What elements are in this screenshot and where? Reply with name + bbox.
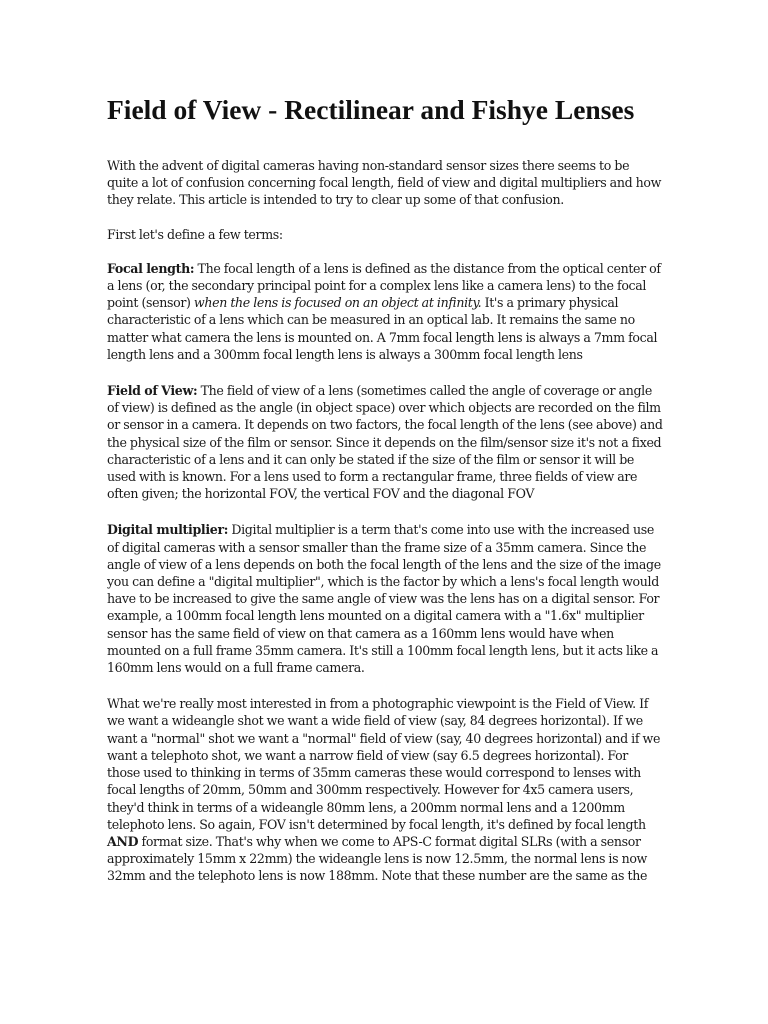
define-terms-paragraph: First let's define a few terms:	[107, 226, 283, 242]
intro-paragraph: With the advent of digital cameras having non-standard sensor sizes there seems to be quite a lot of confusion concerning focal length, field of view and digital multipliers and how they relate. This article is intended to try to clear up some of that confusion.	[107, 158, 662, 208]
document-page	[107, 92, 663, 902]
focal-length-text-after: It's a primary physical characteristic of a lens which can be measured in an optical lab. It remains the same no matter what camera the lens is mounted on. A 7mm focal length lens is always a 7mm focal length lens and a 300mm focal length lens is always a 300mm focal length lens	[107, 295, 658, 362]
interest-paragraph	[107, 695, 663, 884]
field-of-view-term: Field of View:	[107, 383, 198, 399]
interest-text-before: What we're really most interested in from a photographic viewpoint is the Field of View. If we want a wideangle shot we want a wide field of view (say, 84 degrees horizontal). If we want a "normal" shot we want a "normal" field of view (say, 40 degrees horizontal) and if we want a telephoto shot, we want a narrow field of view (say 6.5 degrees horizontal). For those used to thinking in terms of 35mm cameras these would correspond to lenses with focal lengths of 20mm, 50mm and 300mm respectively. However for 4x5 camera users, they'd think in terms of a wideangle 80mm lens, a 200mm normal lens and a 1200mm telephoto lens. So again, FOV isn't determined by focal length, it's defined by focal length	[107, 696, 661, 832]
digital-multiplier-paragraph	[107, 521, 663, 676]
interest-bold: AND	[107, 833, 139, 849]
field-of-view-text: The field of view of a lens (sometimes called the angle of coverage or angle of view) is defined as the angle (in object space) over which objects are recorded on the film or sensor in a camera. It depends on two factors, the focal length of the lens (see above) and the physical size of the film or sensor. Since it depends on the film/sensor size it's not a fixed characteristic of a lens and it can only be stated if the size of the film or sensor it will be used with is known. For a lens used to form a rectangular frame, three fields of view are often given; the horizontal FOV, the vertical FOV and the diagonal FOV	[107, 383, 663, 502]
focal-length-italic: when the lens is focused on an object at infinity.	[193, 295, 482, 311]
field-of-view-paragraph	[107, 382, 663, 502]
digital-multiplier-text: Digital multiplier is a term that's come into use with the increased use of digital cameras with a sensor smaller than the frame size of a 35mm camera. Since the angle of view of a lens depends on both the focal length of the lens and the size of the image you can define a "digital multiplier", which is the factor by which a lens's focal length would have to be increased to give the same angle of view was the lens has on a digital sensor. For example, a 100mm focal length lens mounted on a digital camera with a "1.6x" multiplier sensor has the same field of view on that camera as a 160mm lens would have when mounted on a full frame 35mm camera. It's still a 100mm focal length lens, but it acts like a 160mm lens would on a full frame camera.	[107, 522, 661, 676]
document-title: Field of View - Rectilinear and Fishye Lenses	[107, 94, 635, 125]
focal-length-paragraph	[107, 260, 663, 363]
focal-length-text-before: The focal length of a lens is defined as the distance from the optical center of a lens (or, the secondary principal point for a complex lens like a camera lens) to the focal point (sensor)	[107, 260, 661, 311]
focal-length-term: Focal length:	[107, 260, 195, 276]
interest-text-after: format size. That's why when we come to APS-C format digital SLRs (with a sensor approximately 15mm x 22mm) the wideangle lens is now 12.5mm, the normal lens is now 32mm and the telephoto lens is now 188mm. Note that these number are the same as the	[107, 833, 648, 884]
digital-multiplier-term: Digital multiplier:	[107, 522, 229, 538]
